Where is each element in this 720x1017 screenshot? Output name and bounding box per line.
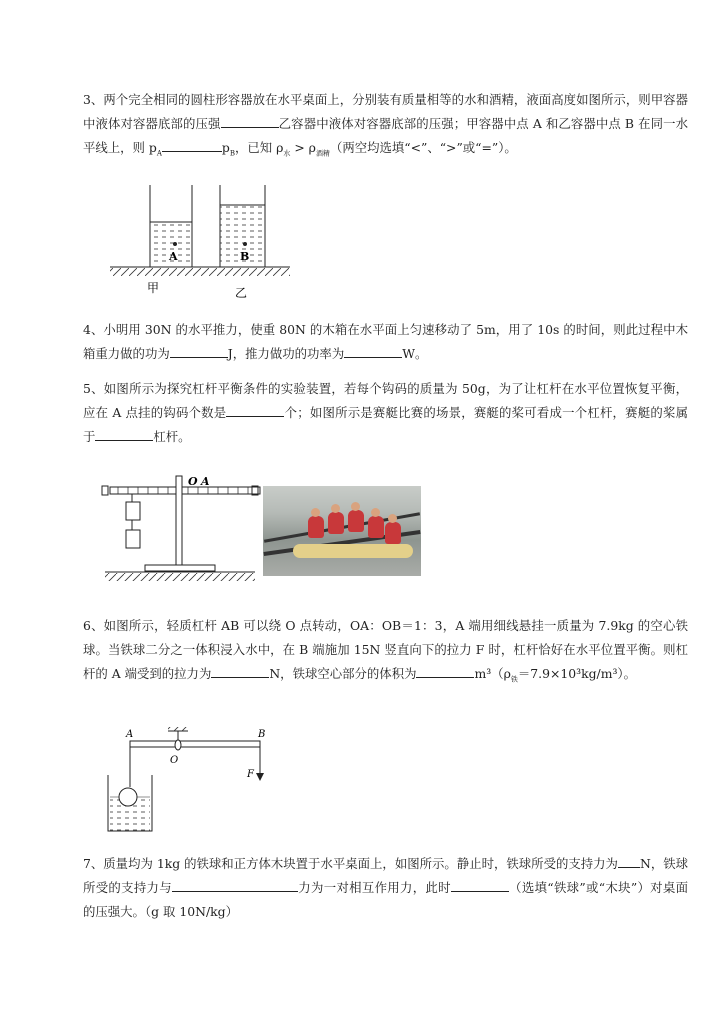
q3-sub: 酒精 <box>315 149 330 158</box>
answer-blank[interactable] <box>170 343 228 358</box>
q3-text: > ρ <box>290 140 316 155</box>
q7-text: 力为一对相互作用力，此时 <box>297 880 451 895</box>
point-b-label: B <box>258 729 266 740</box>
pivot-o-label: O <box>188 475 198 488</box>
question-5 <box>83 377 688 449</box>
answer-blank[interactable] <box>344 343 402 358</box>
point-a-label: A <box>169 250 178 263</box>
rowing-photo <box>263 486 421 576</box>
q3-sub: 水 <box>283 149 291 158</box>
q3-text: ，已知 ρ <box>234 140 284 155</box>
q3-text: p <box>221 140 230 155</box>
question-4 <box>83 318 688 366</box>
pivot-o-label: O <box>170 755 179 766</box>
q6-text: N，铁球空心部分的体积为 <box>269 666 417 681</box>
q3-text: （两空均选填“<”、“>”或“=”）。 <box>329 140 517 155</box>
lever-apparatus-figure <box>100 470 265 590</box>
force-f-label: F <box>247 769 254 780</box>
q4-text: 4、小明用 30N 的水平推力，使重 80N 的木箱在水平面上匀速移动了 5m，用了 10s 的时间，则此过程中木箱重力做的功为 <box>83 322 688 361</box>
container-yi-label: 乙 <box>235 286 248 300</box>
answer-blank[interactable] <box>451 877 509 892</box>
q3-text: 乙容器中液体对容器底部的压强；甲容器中点 A 和乙容器中点 B 在同一水平线上，则 p <box>83 116 688 155</box>
question-3 <box>83 88 688 165</box>
q5-text: 杠杆。 <box>153 429 191 444</box>
q4-text: W。 <box>402 346 428 361</box>
answer-blank[interactable] <box>172 877 298 892</box>
question-6 <box>83 614 688 691</box>
q4-text: J，推力做功的功率为 <box>227 346 345 361</box>
container-jia-label: 甲 <box>147 281 160 295</box>
answer-blank[interactable] <box>416 663 474 678</box>
q5-text: 个；如图所示是赛艇比赛的场景，赛艇的桨可看成一个杠杆，赛艇的桨属于 <box>83 405 689 444</box>
q3-sub: B <box>229 149 235 158</box>
q3-text: 3、两个完全相同的圆柱形容器放在水平桌面上，分别装有质量相等的水和酒精，液面高度如图所示，则甲容器中液体对容器底部的压强 <box>83 92 688 131</box>
containers-figure <box>105 180 305 300</box>
q5-text: 5、如图所示为探究杠杆平衡条件的实验装置，若每个钩码的质量为 50g，为了让杠杆在水平位置恢复平衡，应在 A 点挂的钩码个数是 <box>83 381 688 420</box>
point-b-label: B <box>240 250 250 263</box>
point-a-label: A <box>126 729 134 740</box>
answer-blank[interactable] <box>95 426 153 441</box>
answer-blank[interactable] <box>618 853 640 868</box>
q6-text: m³（ρ <box>474 666 511 681</box>
q6-text: ＝7.9×10³kg/m³）。 <box>517 666 637 681</box>
q3-sub: A <box>156 149 162 158</box>
question-7 <box>83 852 688 924</box>
q6-sub: 铁 <box>510 675 518 684</box>
point-a-label: A <box>201 475 210 488</box>
answer-blank[interactable] <box>221 113 279 128</box>
q7-text: 7、质量均为 1kg 的铁球和正方体木块置于水平桌面上，如图所示。静止时，铁球所受的支持力为 <box>83 856 618 871</box>
q7-text: （选填“铁球”或“木块”）对桌面的压强大。（g 取 10N/kg） <box>83 880 689 919</box>
answer-blank[interactable] <box>211 663 269 678</box>
lever-sphere-figure <box>100 725 280 840</box>
answer-blank[interactable] <box>162 137 222 152</box>
q6-text: 6、如图所示，轻质杠杆 AB 可以绕 O 点转动，OA：OB＝1：3，A 端用细线悬挂一质量为 7.9kg 的空心铁球。当铁球二分之一体积浸入水中，在 B 端施加 15N 竖直向下的拉力 F 时，杠杆恰好在水平位置平衡。则杠杆的 A 端受到的拉力为 <box>83 618 688 681</box>
q7-text: N，铁球所受的支持力与 <box>83 856 688 895</box>
answer-blank[interactable] <box>226 402 284 417</box>
